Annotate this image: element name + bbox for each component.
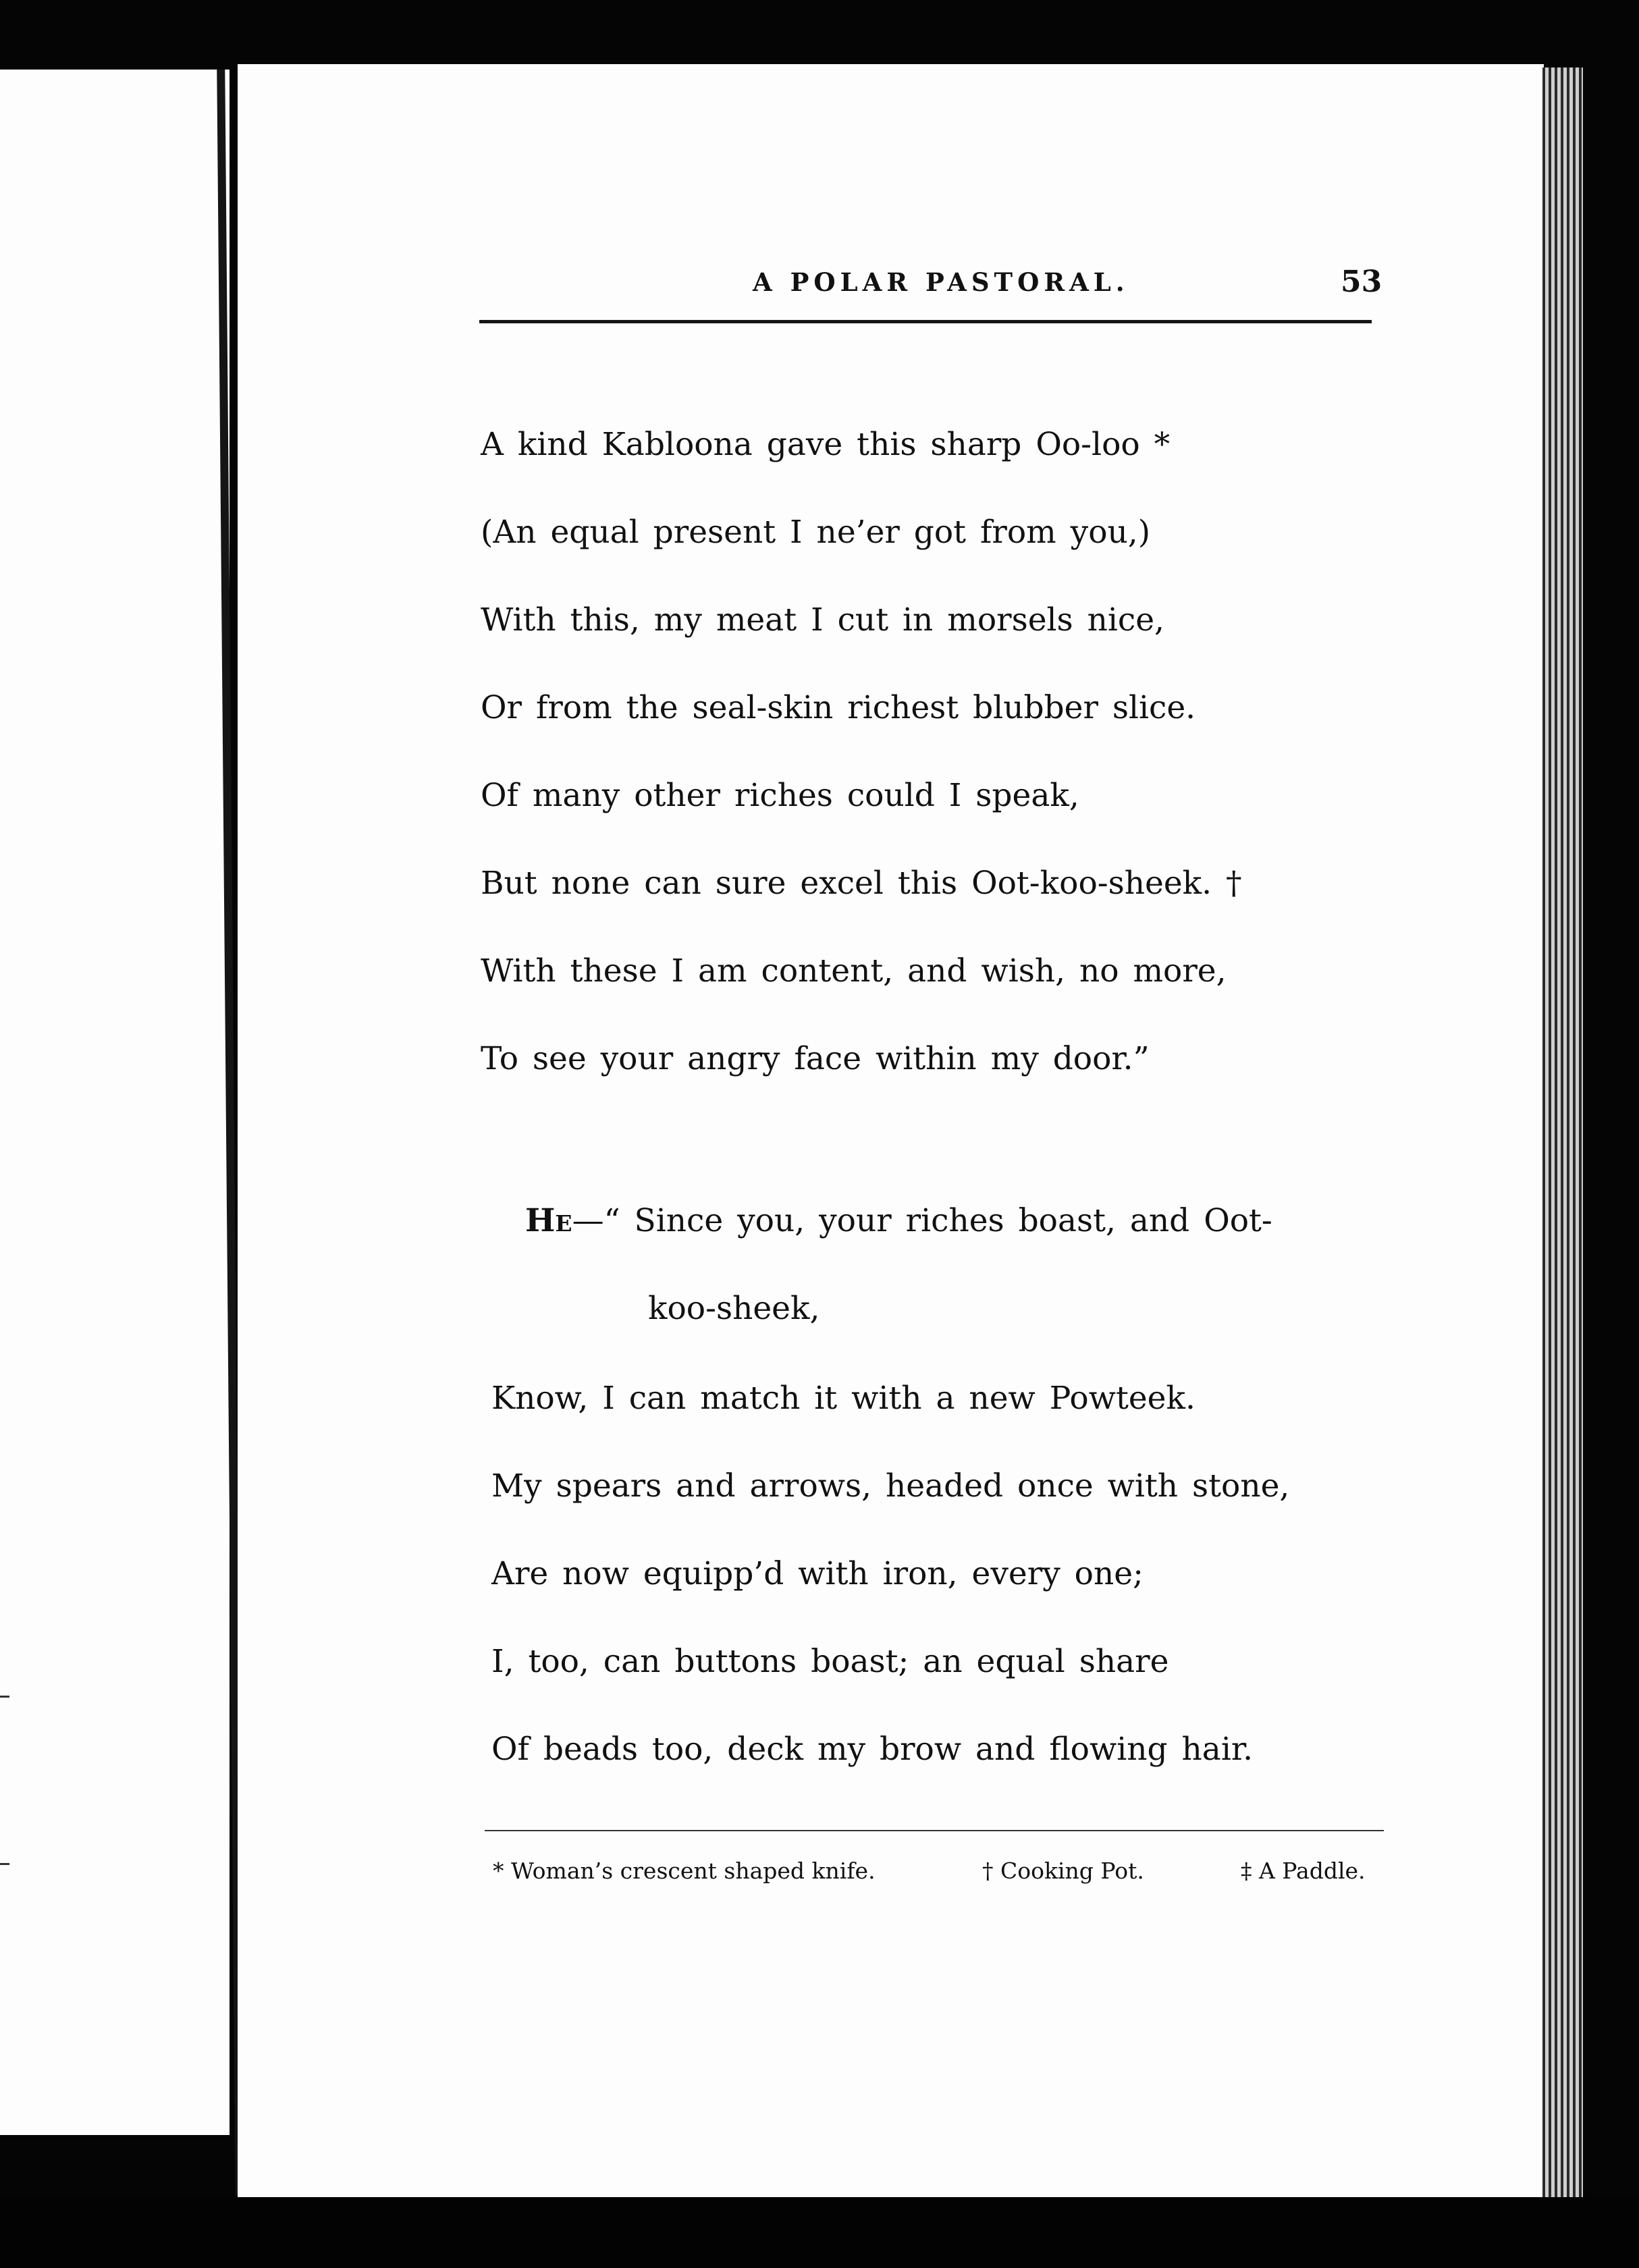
verse-text: —“ Since you, your riches boast, and Oot-	[572, 1202, 1272, 1239]
footnote-oo-loo: * Woman’s crescent shaped knife.	[493, 1858, 876, 1884]
speaker-label: He	[525, 1202, 572, 1239]
footnote-paddle: ‡ A Paddle.	[1241, 1858, 1366, 1884]
left-page-mark	[0, 1696, 9, 1698]
verse-line: Or from the seal-skin richest blubber slice.	[481, 689, 1196, 726]
left-page	[0, 70, 230, 2135]
verse-line: My spears and arrows, headed once with stone,	[491, 1467, 1290, 1505]
verse-line: Are now equipp’d with iron, every one;	[491, 1555, 1144, 1592]
scan-background	[0, 2197, 1639, 2268]
verse-line: Of many other riches could I speak,	[481, 777, 1079, 814]
verse-line: With this, my meat I cut in morsels nice,	[481, 601, 1164, 639]
verse-line: I, too, can buttons boast; an equal share	[491, 1643, 1169, 1680]
verse-line: Of beads too, deck my brow and flowing hair.	[491, 1731, 1254, 1768]
verse-continuation: koo-sheek,	[648, 1290, 820, 1327]
header-rule	[479, 320, 1372, 323]
page-edges	[1542, 68, 1583, 2200]
verse-line: Know, I can match it with a new Powteek.	[491, 1380, 1195, 1417]
verse-line	[525, 1202, 1272, 1239]
left-page-mark	[0, 1863, 9, 1865]
footnote-rule	[485, 1830, 1384, 1831]
footnote-oot-koo-sheek: † Cooking Pot.	[982, 1858, 1144, 1884]
verse-line: But none can sure excel this Oot-koo-sheek. †	[481, 865, 1242, 902]
verse-line: A kind Kabloona gave this sharp Oo-loo *	[481, 426, 1171, 463]
verse-line: With these I am content, and wish, no more,	[481, 952, 1227, 990]
page-number: 53	[1341, 265, 1382, 299]
verse-line: (An equal present I ne’er got from you,)	[481, 514, 1151, 551]
verse-line: To see your angry face within my door.”	[481, 1040, 1150, 1077]
running-head: A POLAR PASTORAL.	[753, 267, 1129, 297]
